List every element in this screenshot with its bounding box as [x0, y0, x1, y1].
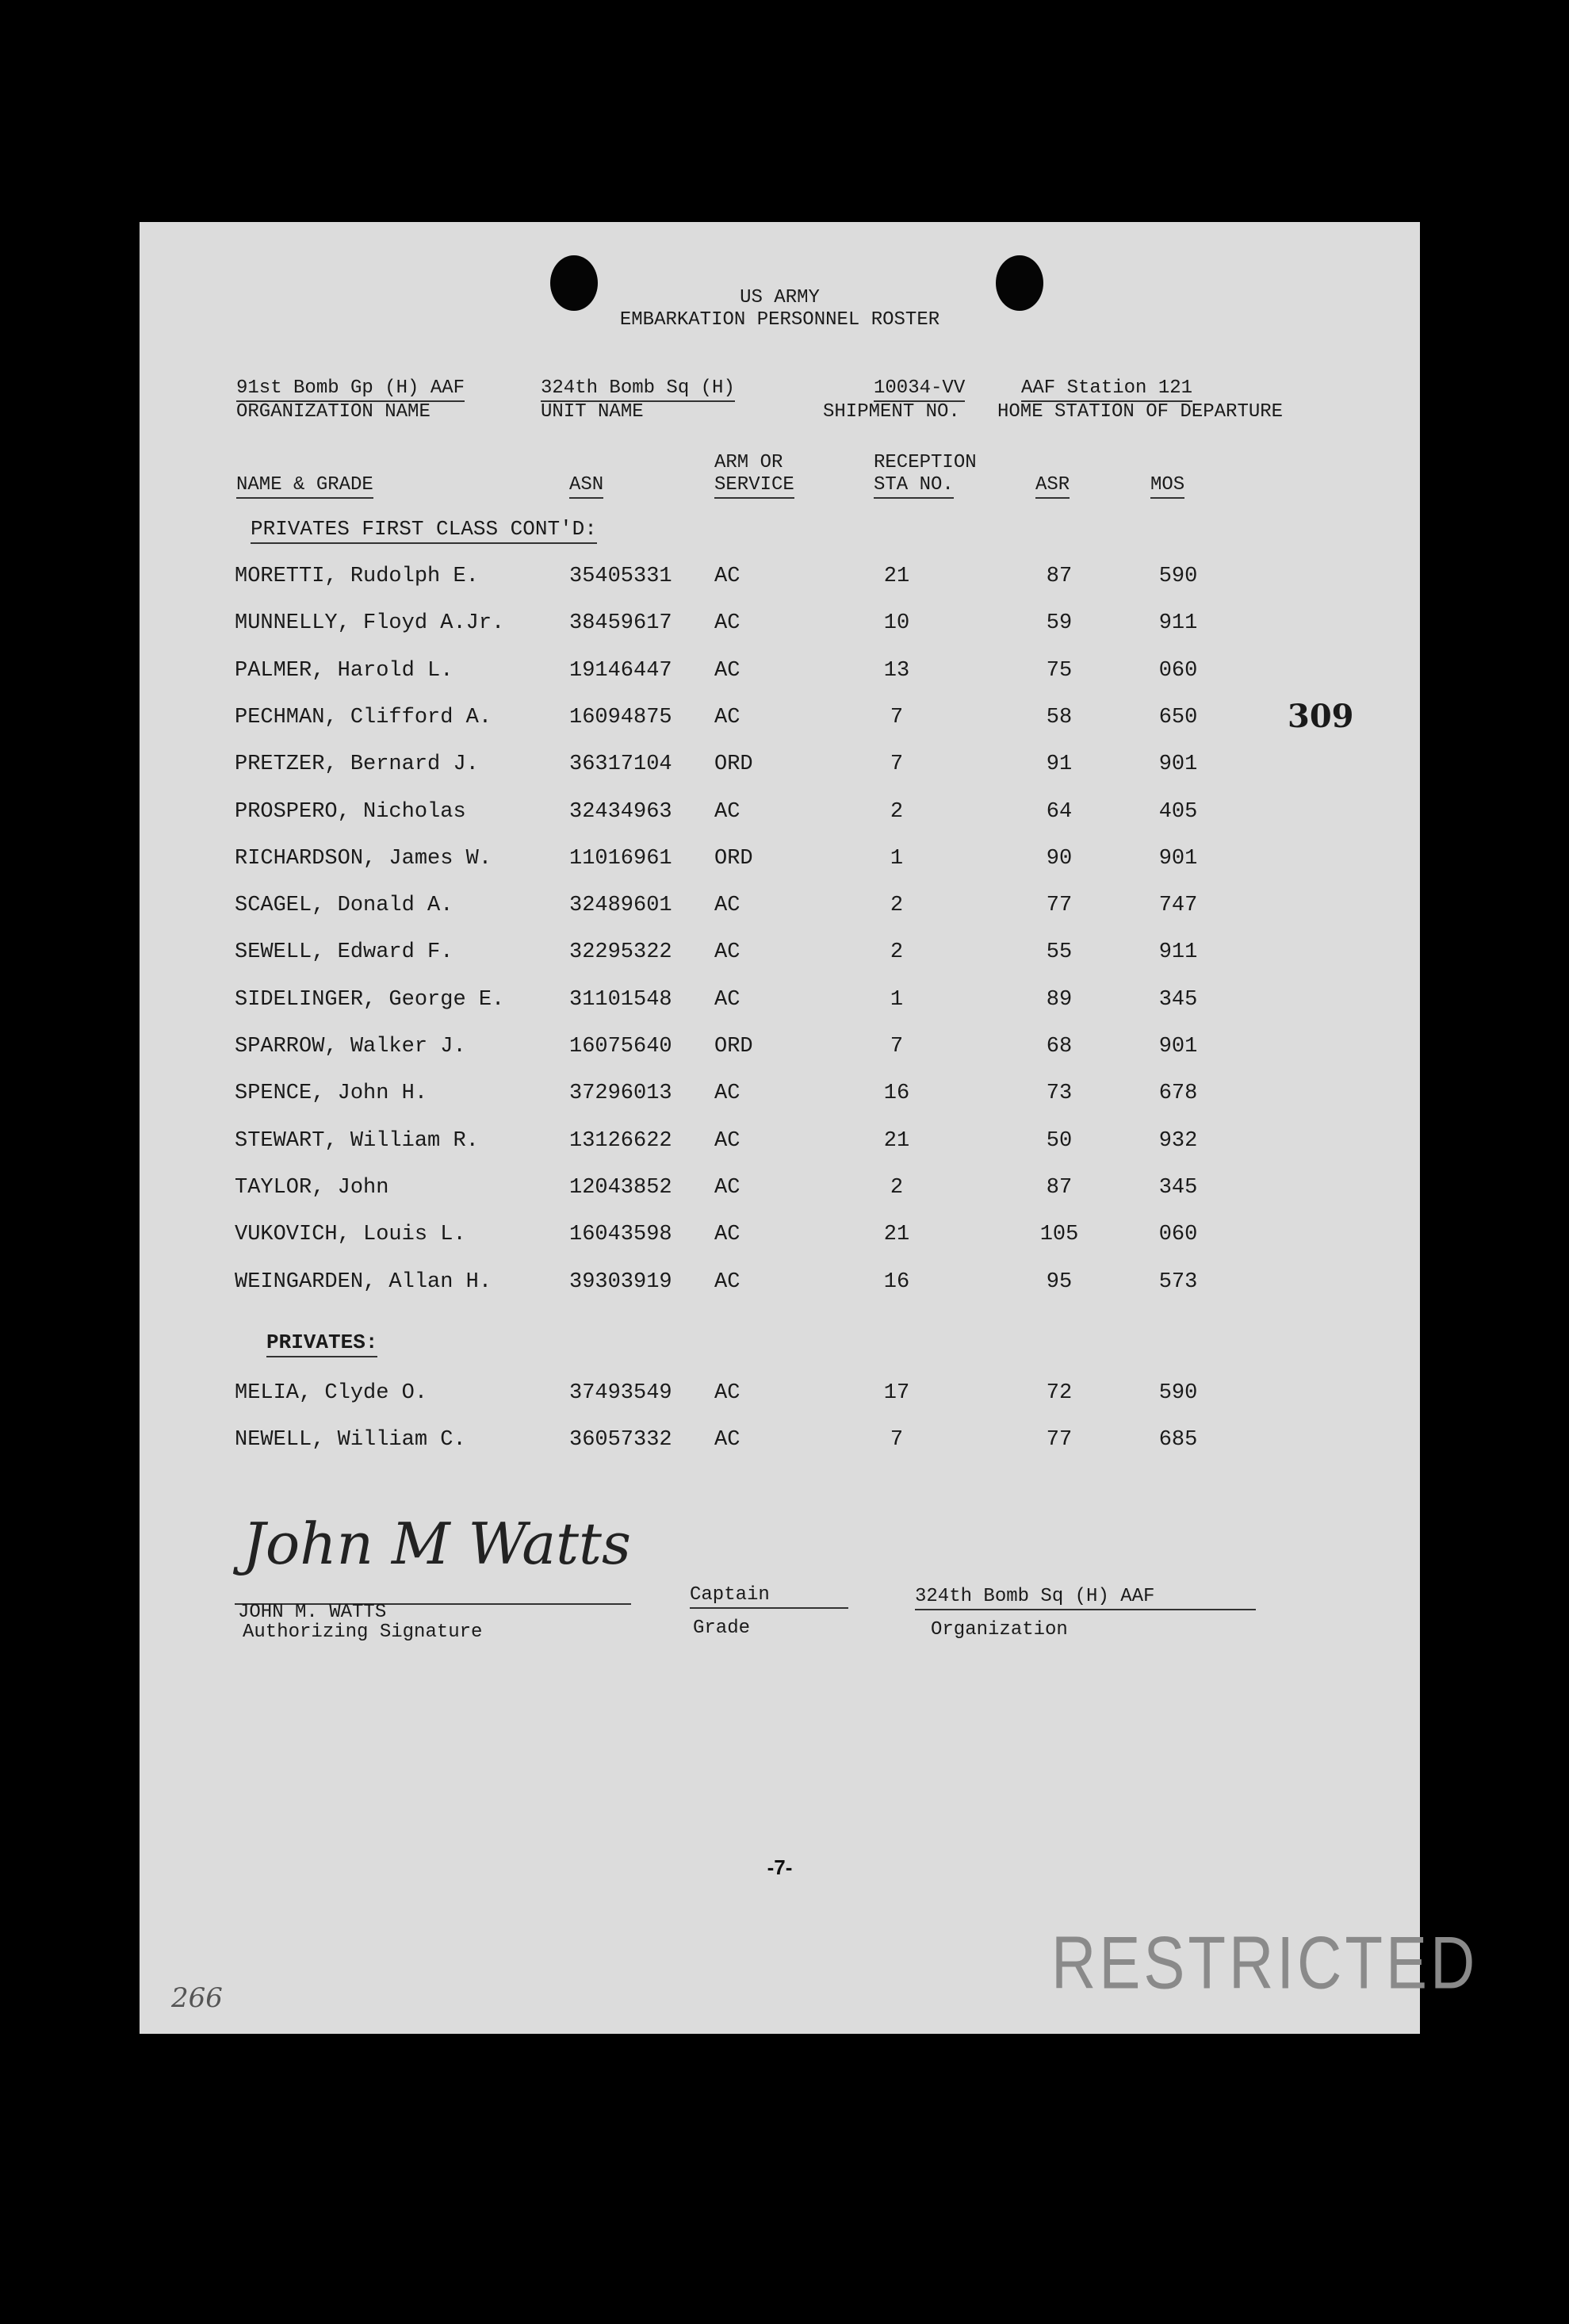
cell-mos: 345	[1158, 987, 1198, 1012]
cell-asr: 105	[1039, 1223, 1079, 1247]
cell-asr: 90	[1046, 846, 1073, 871]
shipment-label: SHIPMENT NO.	[823, 401, 960, 423]
cell-mos: 345	[1158, 1175, 1198, 1200]
cell-reception-sta: 17	[883, 1381, 910, 1405]
cell-asn: 37493549	[569, 1381, 672, 1405]
cell-asn: 37296013	[569, 1082, 672, 1106]
table-row	[140, 1176, 1420, 1208]
cell-asr: 95	[1046, 1269, 1073, 1294]
handwritten-archive-number: 266	[171, 1982, 223, 2014]
cell-asn: 13126622	[569, 1128, 672, 1153]
table-row	[140, 800, 1420, 832]
title-line2: EMBARKATION PERSONNEL ROSTER	[619, 309, 940, 331]
section-privates-heading: PRIVATES:	[266, 1330, 377, 1357]
handwritten-signature: John M Watts	[243, 1510, 631, 1577]
cell-reception-sta: 21	[883, 565, 910, 588]
cell-mos: 911	[1158, 940, 1198, 965]
cell-name: NEWELL, William C.	[235, 1428, 466, 1452]
cell-asr: 75	[1046, 658, 1073, 683]
col-name: NAME & GRADE	[236, 474, 373, 499]
margin-page-number: 309	[1288, 698, 1354, 735]
cell-asn: 16043598	[569, 1223, 672, 1247]
cell-reception-sta: 7	[890, 1428, 904, 1452]
cell-name: PECHMAN, Clifford A.	[235, 705, 492, 729]
cell-asr: 89	[1046, 987, 1073, 1012]
cell-asr: 64	[1046, 799, 1073, 824]
section-pfc-heading: PRIVATES FIRST CLASS CONT'D:	[251, 517, 597, 544]
cell-asn: 38459617	[569, 611, 672, 636]
grade-value: Captain	[690, 1584, 848, 1609]
grade-label: Grade	[693, 1618, 751, 1639]
cell-mos: 590	[1158, 1381, 1198, 1405]
cell-name: SEWELL, Edward F.	[235, 940, 453, 965]
table-row	[140, 659, 1420, 691]
cell-asn: 32434963	[569, 799, 672, 824]
home-station-value: AAF Station 121	[1021, 377, 1192, 402]
cell-reception-sta: 10	[883, 611, 910, 636]
cell-asr: 77	[1046, 894, 1073, 918]
cell-reception-sta: 13	[883, 658, 910, 683]
unit-value: 324th Bomb Sq (H)	[541, 377, 735, 402]
cell-service: AC	[714, 705, 740, 729]
cell-service: AC	[714, 565, 740, 588]
cell-reception-sta: 1	[890, 846, 904, 871]
table-row	[140, 1270, 1420, 1302]
col-sta-line2: STA NO.	[874, 474, 954, 499]
cell-asr: 58	[1046, 705, 1073, 729]
cell-service: ORD	[714, 846, 753, 871]
table-row	[140, 752, 1420, 784]
title-line1: US ARMY	[740, 287, 820, 308]
table-row	[140, 1035, 1420, 1066]
cell-asn: 16075640	[569, 1035, 672, 1059]
cell-name: SPENCE, John H.	[235, 1082, 428, 1106]
cell-reception-sta: 16	[883, 1269, 910, 1294]
col-mos: MOS	[1150, 474, 1184, 499]
org-value: 324th Bomb Sq (H) AAF	[915, 1586, 1256, 1610]
cell-service: AC	[714, 799, 740, 824]
cell-reception-sta: 2	[890, 894, 904, 918]
cell-reception-sta: 1	[890, 987, 904, 1012]
organization-label: ORGANIZATION NAME	[236, 401, 431, 423]
cell-asn: 35405331	[569, 565, 672, 588]
cell-reception-sta: 7	[890, 705, 904, 729]
organization-value: 91st Bomb Gp (H) AAF	[236, 377, 465, 402]
cell-name: VUKOVICH, Louis L.	[235, 1223, 466, 1247]
cell-name: RICHARDSON, James W.	[235, 846, 492, 871]
cell-name: MELIA, Clyde O.	[235, 1381, 428, 1405]
cell-asr: 72	[1046, 1381, 1073, 1405]
cell-asr: 73	[1046, 1082, 1073, 1106]
cell-mos: 405	[1158, 799, 1198, 824]
cell-asr: 77	[1046, 1428, 1073, 1452]
cell-service: AC	[714, 611, 740, 636]
table-row	[140, 611, 1420, 643]
col-sta-line1: RECEPTION	[874, 452, 977, 473]
cell-reception-sta: 2	[890, 799, 904, 824]
cell-reception-sta: 2	[890, 1175, 904, 1200]
restricted-stamp: RESTRICTED	[1051, 1920, 1479, 2004]
cell-asr: 87	[1046, 1175, 1073, 1200]
table-row	[140, 1428, 1420, 1460]
cell-name: PALMER, Harold L.	[235, 658, 453, 683]
cell-reception-sta: 2	[890, 940, 904, 965]
cell-asn: 36317104	[569, 752, 672, 777]
cell-name: TAYLOR, John	[235, 1175, 389, 1200]
cell-asn: 32489601	[569, 894, 672, 918]
cell-reception-sta: 21	[883, 1128, 910, 1153]
cell-asn: 12043852	[569, 1175, 672, 1200]
cell-asr: 91	[1046, 752, 1073, 777]
cell-asr: 59	[1046, 611, 1073, 636]
cell-service: AC	[714, 1223, 740, 1247]
cell-service: AC	[714, 1128, 740, 1153]
cell-mos: 650	[1158, 705, 1198, 729]
table-row	[140, 894, 1420, 925]
cell-mos: 060	[1158, 658, 1198, 683]
col-asn: ASN	[569, 474, 603, 499]
cell-name: MUNNELLY, Floyd A.Jr.	[235, 611, 505, 636]
cell-name: PROSPERO, Nicholas	[235, 799, 466, 824]
cell-reception-sta: 21	[883, 1223, 910, 1247]
cell-service: AC	[714, 940, 740, 965]
cell-asn: 11016961	[569, 846, 672, 871]
cell-mos: 573	[1158, 1269, 1198, 1294]
cell-asn: 32295322	[569, 940, 672, 965]
table-row	[140, 1223, 1420, 1254]
cell-asr: 87	[1046, 565, 1073, 588]
col-svc-line1: ARM OR	[714, 452, 783, 473]
cell-mos: 901	[1158, 846, 1198, 871]
cell-asn: 16094875	[569, 705, 672, 729]
table-row	[140, 706, 1420, 737]
cell-asr: 68	[1046, 1035, 1073, 1059]
unit-label: UNIT NAME	[541, 401, 644, 423]
shipment-value: 10034-VV	[874, 377, 965, 402]
cell-name: STEWART, William R.	[235, 1128, 479, 1153]
col-asr: ASR	[1035, 474, 1070, 499]
cell-mos: 901	[1158, 1035, 1198, 1059]
cell-mos: 590	[1158, 565, 1198, 588]
table-row	[140, 988, 1420, 1020]
table-row	[140, 1129, 1420, 1161]
cell-mos: 932	[1158, 1128, 1198, 1153]
cell-reception-sta: 16	[883, 1082, 910, 1106]
cell-service: AC	[714, 1269, 740, 1294]
cell-asn: 36057332	[569, 1428, 672, 1452]
cell-service: AC	[714, 987, 740, 1012]
table-row	[140, 1381, 1420, 1413]
cell-asn: 39303919	[569, 1269, 672, 1294]
cell-mos: 685	[1158, 1428, 1198, 1452]
home-station-label: HOME STATION OF DEPARTURE	[997, 401, 1284, 423]
cell-service: AC	[714, 658, 740, 683]
table-row	[140, 1082, 1420, 1113]
cell-mos: 911	[1158, 611, 1198, 636]
cell-mos: 747	[1158, 894, 1198, 918]
cell-name: PRETZER, Bernard J.	[235, 752, 479, 777]
table-row	[140, 940, 1420, 972]
cell-mos: 060	[1158, 1223, 1198, 1247]
cell-service: AC	[714, 1428, 740, 1452]
cell-name: SIDELINGER, George E.	[235, 987, 505, 1012]
cell-name: MORETTI, Rudolph E.	[235, 565, 479, 588]
typed-name: JOHN M. WATTS	[238, 1602, 387, 1623]
cell-service: AC	[714, 894, 740, 918]
cell-mos: 678	[1158, 1082, 1198, 1106]
cell-name: SPARROW, Walker J.	[235, 1035, 466, 1059]
org-label: Organization	[931, 1619, 1068, 1641]
col-svc-line2: SERVICE	[714, 474, 794, 499]
roster-page	[140, 222, 1479, 2034]
cell-asn: 31101548	[569, 987, 672, 1012]
cell-reception-sta: 7	[890, 1035, 904, 1059]
cell-reception-sta: 7	[890, 752, 904, 777]
cell-service: AC	[714, 1082, 740, 1106]
cell-service: AC	[714, 1381, 740, 1405]
page-number: -7-	[767, 1855, 793, 1879]
table-row	[140, 847, 1420, 879]
table-row	[140, 565, 1420, 596]
cell-service: ORD	[714, 1035, 753, 1059]
cell-name: WEINGARDEN, Allan H.	[235, 1269, 492, 1294]
cell-asr: 55	[1046, 940, 1073, 965]
cell-service: ORD	[714, 752, 753, 777]
cell-name: SCAGEL, Donald A.	[235, 894, 453, 918]
cell-service: AC	[714, 1175, 740, 1200]
cell-mos: 901	[1158, 752, 1198, 777]
cell-asr: 50	[1046, 1128, 1073, 1153]
signature-label: Authorizing Signature	[243, 1621, 483, 1643]
cell-asn: 19146447	[569, 658, 672, 683]
